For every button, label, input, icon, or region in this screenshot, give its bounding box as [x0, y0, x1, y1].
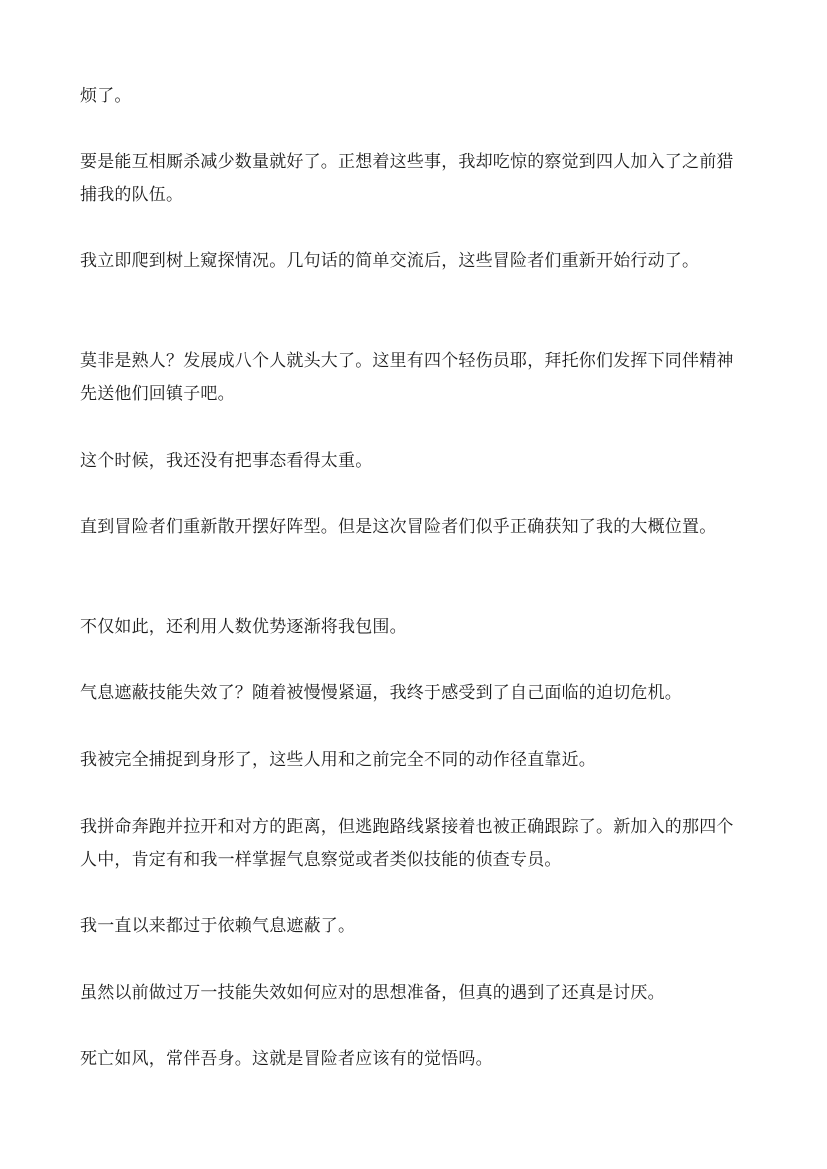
- paragraph: 我拼命奔跑并拉开和对方的距离，但逃跑路线紧接着也被正确跟踪了。新加入的那四个人中，肯定有和我一样掌握气息察觉或者类似技能的侦查专员。: [80, 817, 734, 870]
- paragraph: 我被完全捕捉到身形了，这些人用和之前完全不同的动作径直靠近。: [80, 750, 596, 770]
- paragraph: 我一直以来都过于依赖气息遮蔽了。: [80, 916, 356, 936]
- paragraph: 这个时候，我还没有把事态看得太重。: [80, 451, 373, 471]
- paragraph: 死亡如风，常伴吾身。这就是冒险者应该有的觉悟吗。: [80, 1049, 493, 1069]
- paragraph: 要是能互相厮杀减少数量就好了。正想着这些事，我却吃惊的察觉到四人加入了之前猎捕我的队伍。: [80, 152, 734, 205]
- paragraph: 莫非是熟人？发展成八个人就头大了。这里有四个轻伤员耶，拜托你们发挥下同伴精神先送他们回镇子吧。: [80, 351, 734, 404]
- paragraph: 我立即爬到树上窥探情况。几句话的简单交流后，这些冒险者们重新开始行动了。: [80, 251, 700, 271]
- paragraph: 直到冒险者们重新散开摆好阵型。但是这次冒险者们似乎正确获知了我的大概位置。: [80, 517, 717, 537]
- paragraph: 不仅如此，还利用人数优势逐渐将我包围。: [80, 617, 407, 637]
- paragraph: 虽然以前做过万一技能失效如何应对的思想准备，但真的遇到了还真是讨厌。: [80, 983, 665, 1003]
- paragraph: 烦了。: [80, 86, 132, 106]
- paragraph: 气息遮蔽技能失效了？随着被慢慢紧逼，我终于感受到了自己面临的迫切危机。: [80, 683, 682, 703]
